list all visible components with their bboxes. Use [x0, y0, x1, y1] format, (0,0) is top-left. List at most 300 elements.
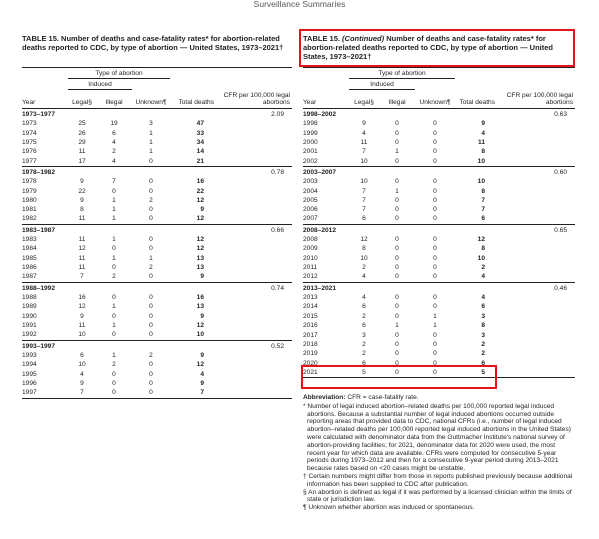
unknown-cell: 0: [149, 187, 153, 195]
header-cfr: CFR per 100,000 legal abortions: [506, 92, 573, 106]
legal-cell: 25: [78, 120, 86, 128]
legal-cell: 4: [80, 370, 84, 378]
table-row: [303, 129, 575, 138]
legal-cell: 3: [362, 331, 366, 339]
legal-cell: 6: [362, 322, 366, 330]
table-row: [303, 368, 575, 377]
legal-cell: 9: [80, 312, 84, 320]
legal-cell: 12: [360, 236, 368, 244]
year-cell: 1989: [22, 303, 37, 311]
period-cfr: 0.52: [218, 340, 292, 351]
legal-cell: 7: [68, 389, 96, 398]
period-row: [22, 282, 292, 293]
cfr-cell-empty: [499, 215, 575, 224]
total-cell: 34: [196, 138, 204, 146]
table-row: [303, 148, 575, 157]
table-row: [303, 359, 575, 368]
table-row: [22, 138, 292, 147]
cfr-cell-empty: [499, 177, 575, 186]
title-rest: Number of deaths and case-fatality rates* for abortion-related deaths reported to CDC, by type of abortion — United States, 1973–2021†: [303, 34, 554, 61]
table-row: [303, 157, 575, 166]
period-row: [303, 109, 575, 120]
unknown-cell: 2: [149, 196, 153, 204]
year-cell: 2000: [303, 138, 318, 146]
running-header: Surveillance Summaries: [253, 0, 346, 9]
title-prefix: TABLE 15.: [303, 34, 343, 43]
unknown-cell: 0: [433, 120, 437, 128]
legal-cell: 6: [362, 215, 366, 223]
year-cell: 1999: [303, 129, 318, 137]
unknown-cell: 0: [433, 178, 437, 186]
year-cell: 1987: [22, 273, 37, 281]
legal-cell: 17: [78, 157, 86, 165]
total-cell: 8: [481, 187, 485, 195]
unknown-cell: 0: [415, 368, 455, 377]
illegal-cell: 0: [395, 264, 399, 272]
table-row: [22, 157, 292, 166]
cfr-cell-empty: [499, 331, 575, 340]
table-row: [22, 177, 292, 186]
total-cell: 10: [196, 331, 204, 339]
table-row: [303, 235, 575, 244]
illegal-cell: 1: [112, 215, 116, 223]
illegal-cell: 1: [112, 322, 116, 330]
illegal-cell: 0: [395, 178, 399, 186]
table-row: [22, 361, 292, 370]
data-table-right: [303, 67, 575, 378]
total-cell: 4: [481, 294, 485, 302]
legal-cell: 9: [80, 380, 84, 388]
illegal-cell: 1: [112, 303, 116, 311]
cfr-cell-empty: [218, 331, 292, 340]
legal-cell: 11: [360, 138, 368, 146]
period-cfr: 0.60: [499, 166, 575, 177]
cfr-cell-empty: [499, 359, 575, 368]
year-cell: 1994: [22, 361, 37, 369]
legal-cell: 2: [362, 264, 366, 272]
illegal-cell: 0: [395, 129, 399, 137]
cfr-cell-empty: [499, 303, 575, 312]
cfr-cell-empty: [218, 148, 292, 157]
cfr-cell-empty: [218, 254, 292, 263]
legal-cell: 11: [78, 322, 86, 330]
legal-cell: 9: [362, 120, 366, 128]
total-cell: 13: [196, 264, 204, 272]
table-row: [22, 187, 292, 196]
unknown-cell: 0: [433, 303, 437, 311]
unknown-cell: 0: [149, 178, 153, 186]
period-cfr: 0.74: [218, 282, 292, 293]
header-unknown: Unknown¶: [419, 99, 451, 106]
legal-cell: 7: [362, 196, 366, 204]
cfr-cell-empty: [218, 293, 292, 302]
period-label: 1988–1992: [22, 282, 218, 293]
table-right-wrap: [303, 67, 575, 378]
table-row: [303, 322, 575, 331]
year-cell: 2016: [303, 322, 318, 330]
illegal-cell: 0: [395, 273, 399, 281]
legal-cell: 12: [78, 245, 86, 253]
cfr-cell-empty: [218, 273, 292, 282]
total-cell: 11: [478, 138, 485, 146]
total-cell: 5: [455, 368, 499, 377]
period-row: [303, 166, 575, 177]
unknown-cell: 0: [433, 138, 437, 146]
table-row: [303, 340, 575, 349]
illegal-cell: 2: [112, 361, 116, 369]
total-cell: 4: [481, 129, 485, 137]
cfr-cell-empty: [218, 245, 292, 254]
unknown-cell: 1: [433, 322, 437, 330]
illegal-cell: 0: [112, 312, 116, 320]
header-total: Total deaths: [459, 99, 495, 106]
total-cell: 6: [481, 215, 485, 223]
table-row: [303, 331, 575, 340]
table-row: [22, 235, 292, 244]
year-cell: 2014: [303, 303, 318, 311]
unknown-cell: 0: [149, 361, 153, 369]
total-cell: 10: [477, 178, 485, 186]
year-cell: 1995: [22, 370, 37, 378]
total-cell: 3: [481, 331, 485, 339]
cfr-cell-empty: [499, 235, 575, 244]
year-cell: 1984: [22, 245, 37, 253]
cfr-cell-empty: [499, 206, 575, 215]
header-cfr: CFR per 100,000 legal abortions: [223, 92, 290, 106]
cfr-cell-empty: [218, 379, 292, 388]
cfr-cell-empty: [499, 312, 575, 321]
table-title-right: [303, 34, 575, 61]
period-label: 1998–2002: [303, 111, 337, 119]
total-cell: 16: [196, 178, 204, 186]
total-cell: 10: [477, 254, 485, 262]
illegal-cell: 0: [395, 341, 399, 348]
legal-cell: 10: [360, 254, 368, 262]
header-illegal: Illegal: [105, 99, 123, 106]
year-cell: 1982: [22, 215, 37, 223]
total-cell: 9: [481, 120, 485, 128]
illegal-cell: 0: [395, 245, 399, 253]
unknown-cell: 1: [149, 148, 153, 156]
table-row: [303, 120, 575, 129]
unknown-cell: 0: [149, 215, 153, 223]
table-row: [303, 177, 575, 186]
table-row: [303, 196, 575, 205]
illegal-cell: 6: [112, 129, 116, 137]
illegal-cell: 1: [395, 187, 399, 195]
illegal-cell: 0: [112, 370, 116, 378]
illegal-cell: 1: [395, 322, 399, 330]
illegal-cell: 1: [112, 254, 116, 262]
illegal-cell: 0: [395, 294, 399, 302]
unknown-cell: 0: [149, 236, 153, 244]
illegal-cell: 2: [112, 148, 116, 156]
period-label: 1973–1977: [22, 111, 56, 119]
table-row: [303, 215, 575, 224]
period-row: [303, 282, 575, 293]
period-row: [303, 224, 575, 235]
year-cell: 1986: [22, 264, 37, 272]
illegal-cell: 0: [395, 196, 399, 204]
unknown-cell: 0: [433, 294, 437, 302]
year-cell: 1973: [22, 120, 37, 128]
legal-cell: 7: [362, 206, 366, 214]
unknown-cell: 1: [149, 254, 153, 262]
illegal-cell: 0: [395, 254, 399, 262]
year-cell: 2018: [303, 341, 318, 348]
total-cell: 3: [481, 312, 485, 320]
table-row: [22, 370, 292, 379]
cfr-cell-empty: [218, 177, 292, 186]
cfr-cell-empty: [218, 370, 292, 379]
table-row: [22, 331, 292, 340]
illegal-cell: 1: [112, 352, 116, 359]
illegal-cell: 0: [395, 236, 399, 244]
legal-cell: 10: [78, 331, 86, 339]
cfr-cell-empty: [218, 157, 292, 166]
legal-cell: 7: [362, 187, 366, 195]
unknown-cell: 0: [433, 215, 437, 223]
year-cell: 1988: [22, 294, 37, 302]
cfr-cell-empty: [499, 322, 575, 331]
illegal-cell: 1: [112, 236, 116, 244]
year-cell: 2006: [303, 206, 318, 214]
cfr-cell-empty: [218, 187, 292, 196]
illegal-cell: 0: [395, 138, 399, 146]
legal-cell: 11: [78, 148, 86, 156]
header-induced: Induced: [68, 79, 132, 90]
year-cell: 2007: [303, 215, 318, 223]
illegal-cell: 2: [112, 273, 116, 281]
year-cell: 2008: [303, 236, 318, 244]
legal-cell: 4: [362, 129, 366, 137]
period-label: 1983–1987: [22, 224, 218, 235]
unknown-cell: 2: [149, 352, 153, 359]
period-cfr: 0.46: [499, 282, 575, 293]
legal-cell: 5: [349, 368, 379, 377]
header-legal: Legal§: [72, 99, 92, 106]
total-cell: 4: [481, 273, 485, 281]
year-cell: 1996: [22, 380, 37, 388]
total-cell: 12: [196, 361, 204, 369]
abbreviation-label: Abbreviation:: [303, 394, 346, 401]
footnote-unknown: ¶ Unknown whether abortion was induced or spontaneous.: [303, 504, 475, 512]
cfr-cell-empty: [499, 293, 575, 302]
legal-cell: 16: [78, 294, 86, 302]
legal-cell: 11: [78, 215, 86, 223]
unknown-cell: 0: [433, 157, 437, 165]
cfr-cell-empty: [499, 340, 575, 349]
table-row: [22, 351, 292, 360]
year-cell: 2015: [303, 312, 318, 320]
legal-cell: 11: [78, 236, 86, 244]
unknown-cell: 0: [132, 389, 170, 398]
illegal-cell: 0: [112, 187, 116, 195]
unknown-cell: 0: [149, 157, 153, 165]
unknown-cell: 0: [149, 303, 153, 311]
unknown-cell: 1: [433, 312, 437, 320]
total-cell: 4: [200, 370, 204, 378]
cfr-cell-empty: [499, 148, 575, 157]
header-year: Year: [22, 99, 36, 106]
unknown-cell: 0: [149, 294, 153, 302]
year-cell: 1974: [22, 129, 37, 137]
table-row: [22, 303, 292, 312]
total-cell: 12: [196, 322, 204, 330]
unknown-cell: 0: [433, 254, 437, 262]
legal-cell: 2: [362, 312, 366, 320]
year-cell: 2005: [303, 196, 318, 204]
illegal-cell: 0: [395, 157, 399, 165]
table-row: [303, 245, 575, 254]
total-cell: 16: [196, 294, 204, 302]
table-row: [303, 187, 575, 196]
illegal-cell: 0: [395, 303, 399, 311]
total-cell: 21: [196, 157, 204, 165]
cfr-cell-empty: [218, 235, 292, 244]
total-cell: 12: [196, 236, 204, 244]
data-table-left: [22, 67, 292, 399]
legal-cell: 4: [362, 273, 366, 281]
cfr-cell-empty: [218, 303, 292, 312]
table-row: [22, 322, 292, 331]
legal-cell: 12: [78, 303, 86, 311]
total-cell: 9: [200, 352, 204, 359]
cfr-cell-empty: [499, 187, 575, 196]
legal-cell: 26: [78, 129, 86, 137]
legal-cell: 6: [362, 303, 366, 311]
footnote-numbers-differ: † Certain numbers might differ from those in reports published previously because additional information has been supplied to CDC after publication.: [303, 472, 573, 488]
table-row: [303, 273, 575, 282]
total-cell: 12: [477, 236, 485, 244]
header-unknown: Unknown¶: [135, 99, 167, 106]
table-row: [22, 379, 292, 388]
table-row: [303, 312, 575, 321]
year-cell: 2010: [303, 254, 318, 262]
abbreviation-note: [303, 394, 575, 402]
year-cell: 2012: [303, 273, 318, 281]
illegal-cell: 0: [112, 264, 116, 272]
unknown-cell: 0: [433, 359, 437, 367]
table-row: [22, 148, 292, 157]
illegal-cell: 0: [96, 389, 132, 398]
year-cell: 2001: [303, 148, 318, 156]
table-row: [22, 129, 292, 138]
table-title-left: TABLE 15. Number of deaths and case-fatality rates* for abortion-related deaths reported to CDC, by type of abortion — United States, 1973–2021†: [22, 34, 284, 52]
year-cell: 1990: [22, 312, 37, 320]
table-body-right: [303, 109, 575, 378]
cfr-cell-empty: [218, 389, 292, 398]
unknown-cell: 0: [433, 245, 437, 253]
total-cell: 6: [481, 303, 485, 311]
total-cell: 47: [196, 120, 204, 128]
illegal-cell: 19: [110, 120, 118, 128]
unknown-cell: 0: [433, 273, 437, 281]
header-type-of-abortion: Type of abortion: [68, 68, 170, 79]
table-left-wrap: [22, 67, 292, 399]
table-row: [303, 254, 575, 263]
cfr-cell-empty: [218, 322, 292, 331]
table-row: [303, 303, 575, 312]
total-cell: 14: [196, 148, 204, 156]
period-row: [22, 340, 292, 351]
total-cell: 13: [196, 303, 204, 311]
year-cell: 2019: [303, 350, 318, 358]
header-type-of-abortion: Type of abortion: [349, 68, 455, 79]
period-label: 2013–2021: [303, 282, 499, 293]
table-body-left: [22, 109, 292, 399]
unknown-cell: 0: [433, 206, 437, 214]
cfr-cell-empty: [218, 129, 292, 138]
year-cell: 2003: [303, 178, 318, 186]
illegal-cell: 1: [395, 148, 399, 156]
year-cell: 2011: [303, 264, 318, 272]
period-label: 2003–2007: [303, 166, 499, 177]
cfr-cell-empty: [218, 138, 292, 147]
year-cell: 2021: [303, 368, 349, 377]
illegal-cell: 0: [379, 368, 415, 377]
legal-cell: 29: [78, 138, 86, 146]
cfr-cell-empty: [499, 129, 575, 138]
footnotes: [303, 394, 575, 512]
total-cell: 33: [196, 129, 204, 137]
period-cfr: 0.65: [499, 224, 575, 235]
year-cell: 1981: [22, 206, 37, 214]
table-row: [22, 264, 292, 273]
header-year: Year: [303, 99, 317, 106]
table-row: [22, 120, 292, 129]
year-cell: 1985: [22, 254, 37, 262]
year-cell: 1977: [22, 157, 37, 165]
footnote-cfr: * Number of legal induced abortion–related deaths per 100,000 reported legal induced abortions. Because a substantial number of legal induced abortions occurred outside reporting areas that provided data to CDC, national CFRs (i.e., number of legal induced abortion–related deaths per 100,000 reported legal induced abortions in the United States) were calculated with denominator data from the Guttmacher Institute's national survey of abortion-providing facilities; for 2021, denominator data for 2020 were used, the most recent year for which data are available. CFRs were computed for consecutive 5-year periods during 1973–2012 and then for a consecutive 9-year period during 2013–2021 because rates based on <20 cases might be unstable.: [303, 402, 571, 473]
year-cell: 1991: [22, 322, 37, 330]
total-cell: 7: [481, 196, 485, 204]
period-label: 1993–1997: [22, 340, 218, 351]
cfr-cell-empty: [218, 264, 292, 273]
legal-cell: 10: [360, 178, 368, 186]
table-row: [22, 273, 292, 282]
legal-cell: 7: [362, 148, 366, 156]
cfr-cell-empty: [218, 206, 292, 215]
year-cell: 1976: [22, 148, 37, 156]
title-continued: (Continued): [342, 34, 385, 43]
table-row: [22, 245, 292, 254]
legal-cell: 7: [80, 273, 84, 281]
table-row: [22, 312, 292, 321]
unknown-cell: 0: [433, 331, 437, 339]
year-cell: 2020: [303, 359, 318, 367]
period-label: 2008–2012: [303, 224, 499, 235]
year-cell: 1975: [22, 138, 37, 146]
illegal-cell: 0: [395, 350, 399, 358]
unknown-cell: 0: [433, 196, 437, 204]
unknown-cell: 0: [149, 312, 153, 320]
legal-cell: 2: [362, 341, 366, 348]
header-induced: Induced: [349, 79, 415, 90]
cfr-cell-empty: [218, 196, 292, 205]
unknown-cell: 0: [433, 129, 437, 137]
legal-cell: 6: [80, 352, 84, 359]
total-cell: 9: [200, 380, 204, 388]
unknown-cell: 0: [433, 264, 437, 272]
total-cell: 10: [477, 157, 485, 165]
illegal-cell: 0: [395, 215, 399, 223]
cfr-cell-empty: [499, 254, 575, 263]
table-row: [22, 389, 292, 398]
total-cell: 9: [200, 312, 204, 320]
legal-cell: 9: [80, 178, 84, 186]
cfr-cell-empty: [218, 351, 292, 360]
